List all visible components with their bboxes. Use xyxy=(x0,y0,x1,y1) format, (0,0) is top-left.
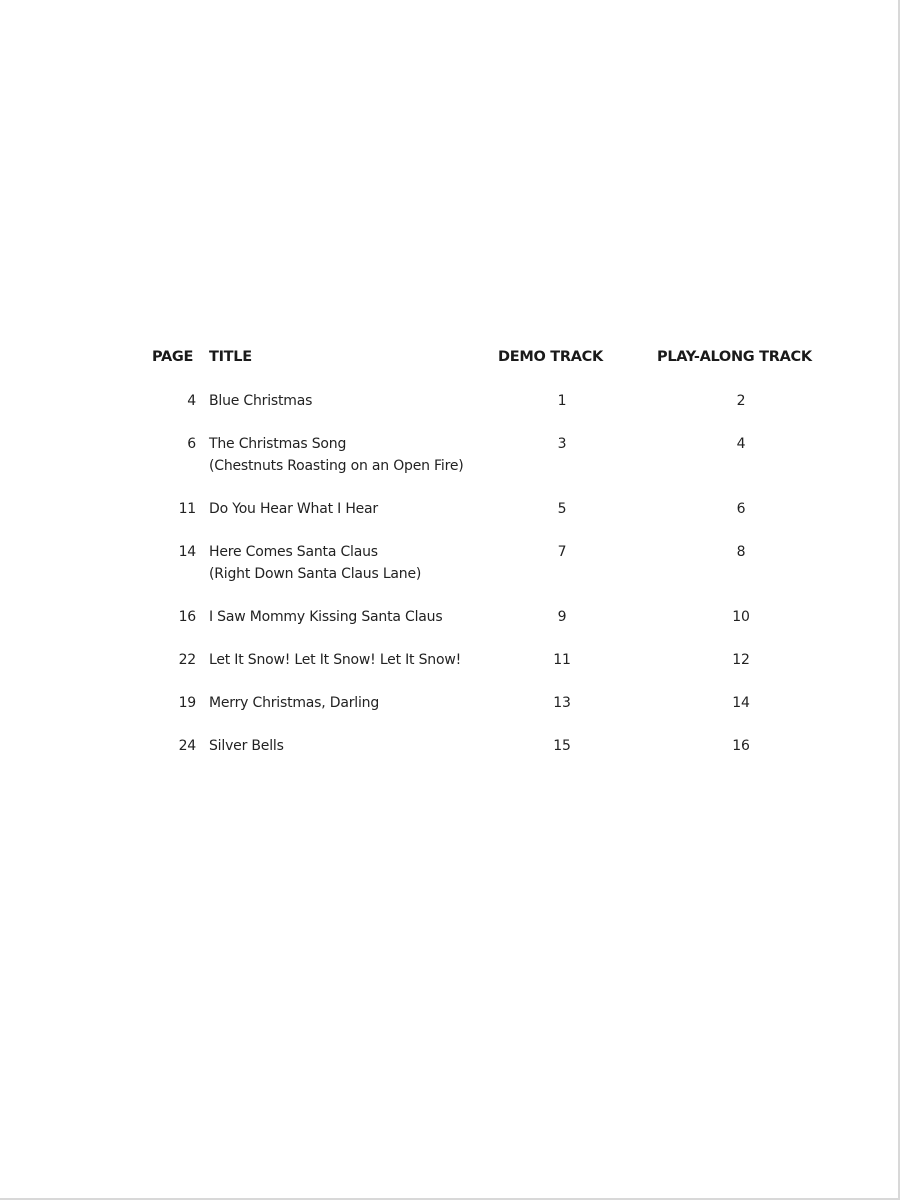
contents-row xyxy=(0,735,900,778)
entry-subtitle-line: (Chestnuts Roasting on an Open Fire) xyxy=(209,458,464,474)
entry-demo-track: 3 xyxy=(557,436,567,452)
entry-play-along-track: 10 xyxy=(732,609,750,625)
header-play-along-track: PLAY-ALONG TRACK xyxy=(657,349,812,365)
entry-title xyxy=(209,606,442,628)
entry-title xyxy=(209,649,461,671)
entry-page-number: 24 xyxy=(178,738,196,754)
contents-row xyxy=(0,390,900,433)
entry-page-number: 19 xyxy=(178,695,196,711)
entry-page-number: 22 xyxy=(178,652,196,668)
entry-title xyxy=(209,433,464,477)
contents-table xyxy=(0,346,900,778)
entry-play-along-track: 8 xyxy=(736,544,746,560)
entry-play-along-track: 4 xyxy=(736,436,746,452)
entry-title-line: Let It Snow! Let It Snow! Let It Snow! xyxy=(209,652,461,668)
contents-row xyxy=(0,606,900,649)
header-page: PAGE xyxy=(152,349,194,365)
entry-demo-track: 13 xyxy=(553,695,571,711)
entry-title-line: Silver Bells xyxy=(209,738,284,754)
contents-header-row xyxy=(0,346,900,390)
entry-page-number: 4 xyxy=(187,393,196,409)
contents-row xyxy=(0,541,900,606)
entry-title-line: The Christmas Song xyxy=(209,436,347,452)
entry-title xyxy=(209,692,379,714)
entry-page-number: 16 xyxy=(178,609,196,625)
entry-subtitle-line: (Right Down Santa Claus Lane) xyxy=(209,566,422,582)
entry-page-number: 11 xyxy=(178,501,196,517)
entry-title-line: Blue Christmas xyxy=(209,393,313,409)
entry-page-number: 14 xyxy=(178,544,196,560)
entry-title xyxy=(209,735,284,757)
entry-title-line: Do You Hear What I Hear xyxy=(209,501,378,517)
header-demo-track: DEMO TRACK xyxy=(498,349,603,365)
entry-play-along-track: 16 xyxy=(732,738,750,754)
entry-demo-track: 5 xyxy=(557,501,567,517)
entry-demo-track: 11 xyxy=(553,652,571,668)
entry-title-line: Merry Christmas, Darling xyxy=(209,695,380,711)
entry-title-line: Here Comes Santa Claus xyxy=(209,544,378,560)
entry-title xyxy=(209,498,378,520)
entry-title-line: I Saw Mommy Kissing Santa Claus xyxy=(209,609,443,625)
entry-demo-track: 1 xyxy=(557,393,567,409)
entry-play-along-track: 6 xyxy=(736,501,746,517)
contents-row xyxy=(0,498,900,541)
entry-demo-track: 15 xyxy=(553,738,571,754)
entry-title xyxy=(209,390,312,412)
entry-page-number: 6 xyxy=(187,436,196,452)
contents-row xyxy=(0,692,900,735)
header-title: TITLE xyxy=(209,349,252,365)
entry-play-along-track: 12 xyxy=(732,652,750,668)
entry-title xyxy=(209,541,421,585)
entry-demo-track: 7 xyxy=(557,544,567,560)
entry-play-along-track: 2 xyxy=(736,393,746,409)
entry-demo-track: 9 xyxy=(557,609,567,625)
entry-play-along-track: 14 xyxy=(732,695,750,711)
contents-row xyxy=(0,649,900,692)
contents-row xyxy=(0,433,900,498)
